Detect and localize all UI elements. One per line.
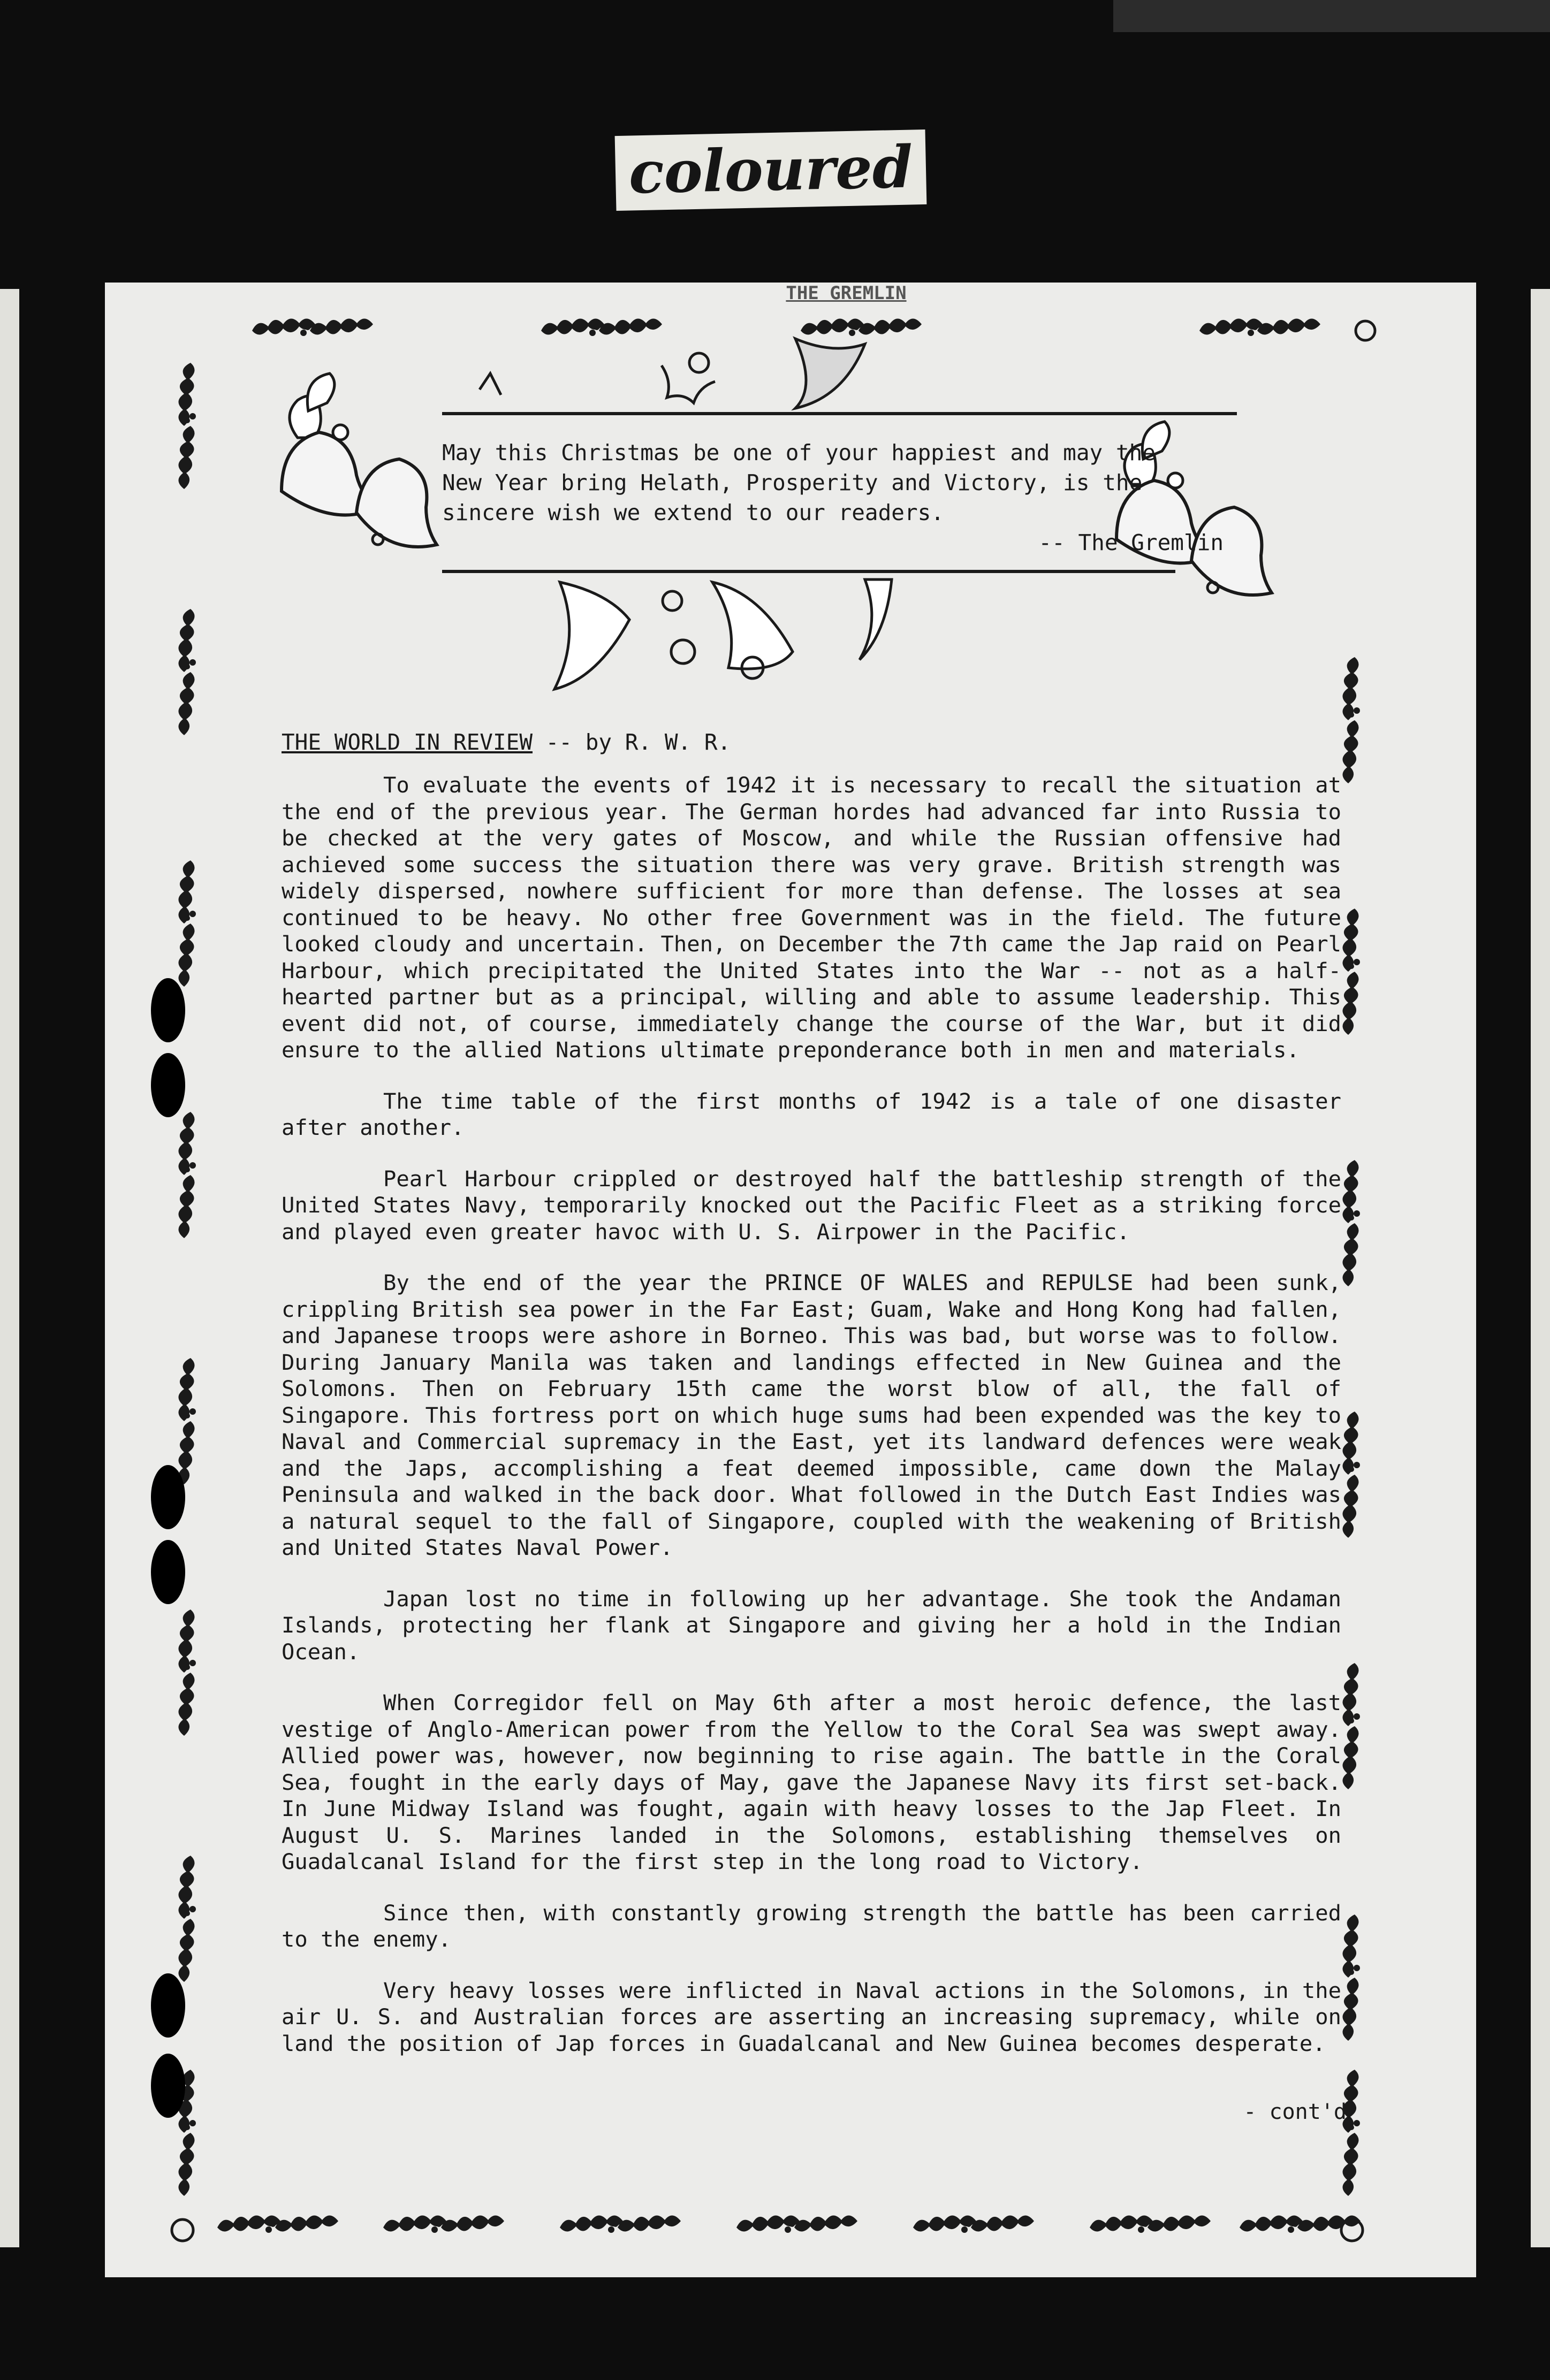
- article-paragraph: Since then, with constantly growing strength the battle has been carried to the enemy.: [282, 1900, 1341, 1952]
- punch-hole: [151, 1540, 185, 1604]
- continued-note: - cont'd: [1243, 2100, 1347, 2124]
- punch-hole: [151, 1973, 185, 2038]
- article-heading: [282, 729, 731, 755]
- christmas-greeting: [442, 438, 1224, 558]
- film-edge-top: [1113, 0, 1550, 32]
- punch-hole: [151, 978, 185, 1042]
- newsletter-page: [105, 283, 1476, 2277]
- greeting-line: sincere wish we extend to our readers.: [442, 500, 944, 525]
- article-paragraph: Pearl Harbour crippled or destroyed half the battleship strength of the United States Navy, temporarily knocked out the Pacific Fleet as a striking force and played even greater havoc with U. S. Airpower in the Pacific.: [282, 1165, 1341, 1245]
- punch-hole: [151, 2054, 185, 2118]
- greeting-signature: -- The Gremlin: [1038, 530, 1224, 555]
- adjacent-frame-right: [1531, 289, 1550, 2247]
- article-body: [282, 772, 1341, 2081]
- greeting-line: May this Christmas be one of your happiest and may the: [442, 440, 1156, 466]
- punch-hole: [151, 1053, 185, 1117]
- masthead: THE GREMLIN: [786, 283, 907, 304]
- greeting-line: New Year bring Helath, Prosperity and Victory, is the: [442, 470, 1143, 495]
- article-paragraph: To evaluate the events of 1942 it is necessary to recall the situation at the end of the previous year. The German hordes had advanced far into Russia to be checked at the very gates of Moscow, and while the Russian offensive had achieved some success the situation there was very grave. British strength was widely dispersed, nowhere sufficient for more than defense. The losses at sea continued to be heavy. No other free Government was in the field. The future looked cloudy and uncertain. Then, on December the 7th came the Jap raid on Pearl Harbour, which precipitated the United States into the War -- not as a half-hearted partner but as a principal, willing and able to assume leadership. This event did not, of course, immediately change the course of the War, but it did ensure to the allied Nations ultimate preponderance both in men and materials.: [282, 772, 1341, 1063]
- article-paragraph: When Corregidor fell on May 6th after a most heroic defence, the last vestige of Anglo-American power from the Yellow to the Coral Sea was swept away. Allied power was, however, now beginning to rise again. The battle in the Coral Sea, fought in the early days of May, gave the Japanese Navy its first set-back. In June Midway Island was fought, again with heavy losses to the Jap Fleet. In August U. S. Marines landed in the Solomons, establishing themselves on Guadalcanal Island for the first step in the long road to Victory.: [282, 1690, 1341, 1874]
- label-slip: [615, 129, 927, 211]
- article-title: THE WORLD IN REVIEW: [282, 729, 533, 755]
- article-byline: -- by R. W. R.: [533, 729, 731, 755]
- punch-hole: [151, 1465, 185, 1529]
- adjacent-frame-left: [0, 289, 19, 2247]
- article-paragraph: The time table of the first months of 1942 is a tale of one disaster after another.: [282, 1088, 1341, 1140]
- article-paragraph: By the end of the year the PRINCE OF WALES and REPULSE had been sunk, crippling British sea power in the Far East; Guam, Wake and Hong Kong had fallen, and Japanese troops were ashore in Borneo. This was bad, but worse was to follow. During January Manila was taken and landings effected in New Guinea and the Solomons. Then on February 15th came the worst blow of all, the fall of Singapore. This fortress port on which huge sums had been expended was the key to Naval and Commercial supremacy in the East, yet its landward defences were weak and the Japs, accomplishing a feat deemed impossible, came down the Malay Peninsula and walked in the back door. What followed in the Dutch East Indies was a natural sequel to the fall of Singapore, coupled with the weakening of British and United States Naval Power.: [282, 1270, 1341, 1560]
- article-paragraph: Japan lost no time in following up her advantage. She took the Andaman Islands, protecting her flank at Singapore and giving her a hold in the Indian Ocean.: [282, 1585, 1341, 1665]
- label-slip-text: coloured: [628, 133, 914, 207]
- article-paragraph: Very heavy losses were inflicted in Naval actions in the Solomons, in the air U. S. and Australian forces are asserting an increasing supremacy, while on land the position of Jap forces in Guadalcanal and New Guinea becomes desperate.: [282, 1977, 1341, 2056]
